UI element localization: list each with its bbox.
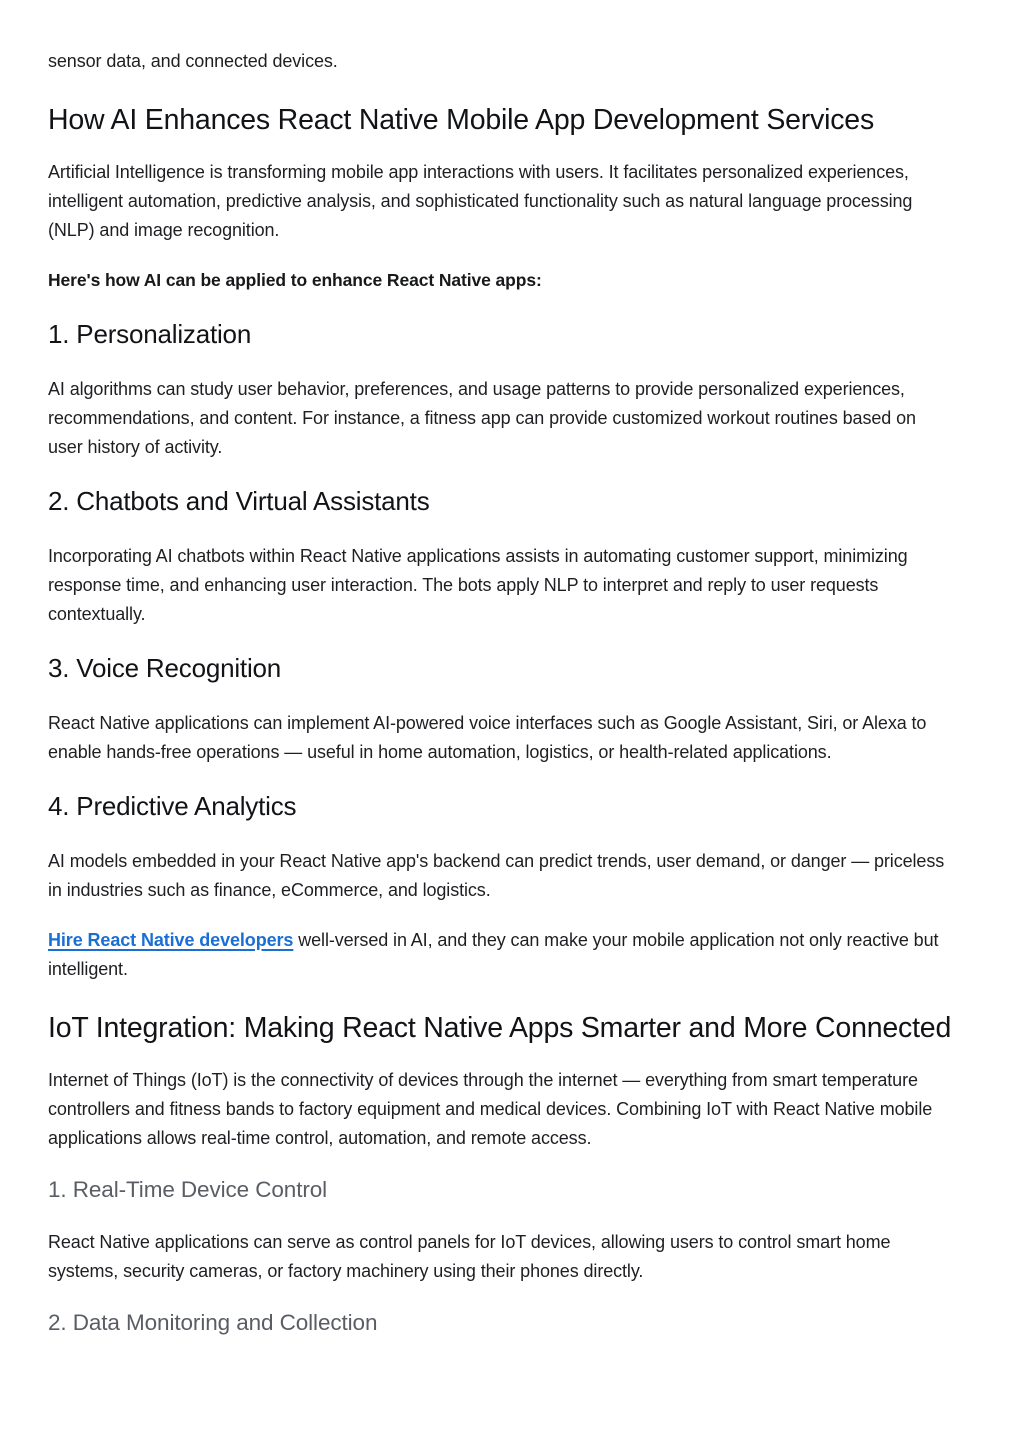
heading-chatbots: 2. Chatbots and Virtual Assistants (48, 486, 430, 516)
heading-data-monitoring: 2. Data Monitoring and Collection (48, 1310, 378, 1335)
hire-react-native-developers-link[interactable]: Hire React Native developers (48, 930, 294, 950)
paragraph-realtime-device-control: React Native applications can serve as control panels for IoT devices, allowing users to control smart home systems, security cameras, or factory machinery using their phones directly. (48, 1232, 891, 1281)
paragraph-voice-recognition: React Native applications can implement AI-powered voice interfaces such as Google Assistant, Siri, or Alexa to enable hands-free operations — useful in home automation, logistics, or health-related applications. (48, 713, 927, 762)
paragraph-fragment: sensor data, and connected devices. (48, 51, 338, 71)
paragraph-iot-intro: Internet of Things (IoT) is the connectivity of devices through the internet — everything from smart temperature controllers and fitness bands to factory equipment and medical devices. Combining IoT with React Native mobile applications allows real-time control, automation, and remote access. (48, 1070, 933, 1148)
paragraph-predictive-analytics: AI models embedded in your React Native app's backend can predict trends, user demand, or danger — priceless in industries such as finance, eCommerce, and logistics. (48, 851, 945, 900)
paragraph-cta (48, 926, 953, 984)
paragraph-ai-intro: Artificial Intelligence is transforming mobile app interactions with users. It facilitates personalized experiences, intelligent automation, predictive analysis, and sophisticated functionality such as natural language processing (NLP) and image recognition. (48, 162, 913, 240)
heading-personalization: 1. Personalization (48, 319, 252, 349)
heading-iot-section: IoT Integration: Making React Native Apps Smarter and More Connected (48, 1012, 952, 1044)
paragraph-personalization: AI algorithms can study user behavior, preferences, and usage patterns to provide personalized experiences, recommendations, and content. For instance, a fitness app can provide customized workout routines based on user history of activity. (48, 379, 916, 457)
heading-voice-recognition: 3. Voice Recognition (48, 653, 282, 683)
heading-realtime-device-control: 1. Real-Time Device Control (48, 1177, 328, 1202)
paragraph-chatbots: Incorporating AI chatbots within React Native applications assists in automating customer support, minimizing response time, and enhancing user interaction. The bots apply NLP to interpret and reply to user requests contextually. (48, 546, 908, 624)
cta-text: well-versed in AI, and they can make your mobile application not only reactive but intelligent. (48, 930, 939, 979)
paragraph-ai-lead-bold: Here's how AI can be applied to enhance React Native apps: (48, 270, 542, 290)
heading-predictive-analytics: 4. Predictive Analytics (48, 791, 297, 821)
heading-ai-section: How AI Enhances React Native Mobile App Development Services (48, 104, 875, 136)
